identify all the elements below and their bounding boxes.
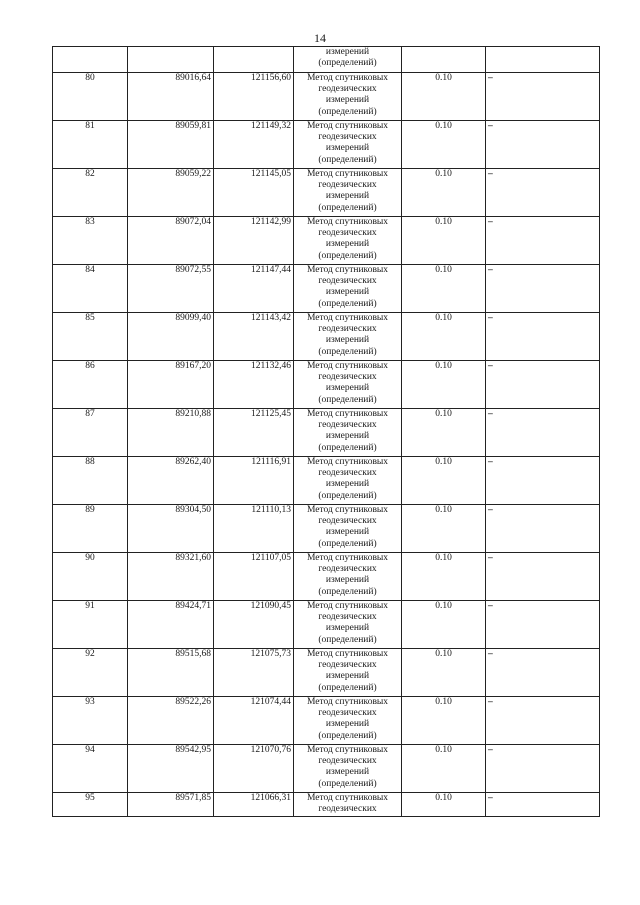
cell-precision: 0.10 (402, 169, 486, 217)
method-text-line: геодезических (318, 564, 377, 575)
cell-x-coordinate: 89424,71 (128, 601, 214, 649)
cell-note: – (486, 313, 600, 361)
cell-precision: 0.10 (402, 697, 486, 745)
cell-note: – (486, 793, 600, 817)
cell-precision: 0.10 (402, 409, 486, 457)
method-text-line: Метод спутниковых (306, 409, 389, 419)
table-row (53, 457, 600, 505)
cell-x-coordinate: 89210,88 (128, 409, 214, 457)
method-text-line: измерений (325, 719, 370, 730)
table-row (53, 553, 600, 601)
continuation-row (53, 47, 600, 73)
table-row (53, 409, 600, 457)
method-text-line: (определений) (318, 682, 377, 693)
table-row (53, 73, 600, 121)
cell-precision: 0.10 (402, 649, 486, 697)
cell-y-coordinate: 121090,45 (214, 601, 294, 649)
method-text-line: (определений) (318, 442, 377, 453)
cell-x-coordinate: 89515,68 (128, 649, 214, 697)
cell-method (294, 217, 402, 265)
method-text-line: (определений) (318, 346, 377, 357)
cell-precision: 0.10 (402, 121, 486, 169)
method-text-line: измерений (325, 287, 370, 298)
cell-method (294, 313, 402, 361)
cell-precision: 0.10 (402, 745, 486, 793)
cell-method (294, 361, 402, 409)
method-text-line: измерений (325, 239, 370, 250)
method-text-line: измерений (325, 575, 370, 586)
method-text-line: (определений) (318, 202, 377, 213)
cell-note: – (486, 745, 600, 793)
method-text-line: геодезических (318, 804, 377, 815)
cell-point-number: 92 (53, 649, 128, 697)
cell-method (294, 265, 402, 313)
method-text-line: геодезических (318, 420, 377, 431)
cell-precision: 0.10 (402, 553, 486, 601)
cell-x-coordinate: 89059,81 (128, 121, 214, 169)
method-text-line: Метод спутниковых (306, 649, 389, 659)
cell-method (294, 47, 402, 73)
method-text-line: геодезических (318, 324, 377, 335)
table-row (53, 505, 600, 553)
cell-point-number: 80 (53, 73, 128, 121)
method-text-line: (определений) (318, 778, 377, 789)
method-text-line: Метод спутниковых (306, 457, 389, 467)
method-text-line: геодезических (318, 756, 377, 767)
cell-method (294, 169, 402, 217)
cell-note (486, 47, 600, 73)
table-row (53, 313, 600, 361)
method-text-line: измерений (325, 767, 370, 778)
cell-point-number: 82 (53, 169, 128, 217)
cell-point-number: 95 (53, 793, 128, 817)
table-row (53, 265, 600, 313)
cell-x-coordinate: 89072,55 (128, 265, 214, 313)
cell-method (294, 457, 402, 505)
cell-method (294, 553, 402, 601)
cell-point-number: 93 (53, 697, 128, 745)
cell-x-coordinate: 89072,04 (128, 217, 214, 265)
cell-x-coordinate: 89522,26 (128, 697, 214, 745)
cell-note: – (486, 73, 600, 121)
method-text-line: Метод спутниковых (306, 505, 389, 515)
cell-precision: 0.10 (402, 265, 486, 313)
cell-note: – (486, 457, 600, 505)
method-text-line: геодезических (318, 516, 377, 527)
cell-method (294, 601, 402, 649)
cell-y-coordinate: 121070,76 (214, 745, 294, 793)
method-text-line: Метод спутниковых (306, 601, 389, 611)
cell-y-coordinate: 121110,13 (214, 505, 294, 553)
table-row (53, 697, 600, 745)
method-text-line: Метод спутниковых (306, 745, 389, 755)
table-row (53, 745, 600, 793)
table-row (53, 217, 600, 265)
method-text-line: измерений (325, 95, 370, 106)
table-row (53, 649, 600, 697)
cell-note: – (486, 697, 600, 745)
cell-note: – (486, 649, 600, 697)
method-text-line: Метод спутниковых (306, 553, 389, 563)
method-text-line: (определений) (318, 106, 377, 117)
cell-point-number: 83 (53, 217, 128, 265)
cell-x-coordinate: 89304,50 (128, 505, 214, 553)
cell-note: – (486, 217, 600, 265)
method-text-line: (определений) (318, 586, 377, 597)
cell-method (294, 505, 402, 553)
cell-point-number: 87 (53, 409, 128, 457)
cell-precision: 0.10 (402, 361, 486, 409)
method-text-line: (определений) (318, 490, 377, 501)
method-text-line: измерений (325, 479, 370, 490)
cell-y-coordinate: 121125,45 (214, 409, 294, 457)
cell-point-number: 85 (53, 313, 128, 361)
cell-x-coordinate: 89571,85 (128, 793, 214, 817)
cell-point-number: 90 (53, 553, 128, 601)
method-text-line: геодезических (318, 372, 377, 383)
method-text-line: (определений) (318, 634, 377, 645)
method-text-line: (определений) (318, 250, 377, 261)
cell-y-coordinate: 121066,31 (214, 793, 294, 817)
method-text-line: геодезических (318, 708, 377, 719)
method-text-line: геодезических (318, 132, 377, 143)
cell-x-coordinate: 89099,40 (128, 313, 214, 361)
table-row (53, 793, 600, 817)
cell-x-coordinate (128, 47, 214, 73)
cell-y-coordinate: 121075,73 (214, 649, 294, 697)
cell-method (294, 409, 402, 457)
method-text-line: геодезических (318, 468, 377, 479)
method-text-line: измерений (325, 143, 370, 154)
method-text-line: Метод спутниковых (306, 73, 389, 83)
cell-y-coordinate: 121142,99 (214, 217, 294, 265)
cell-x-coordinate: 89262,40 (128, 457, 214, 505)
coordinates-table (52, 46, 600, 817)
cell-x-coordinate: 89321,60 (128, 553, 214, 601)
cell-precision: 0.10 (402, 73, 486, 121)
cell-x-coordinate: 89016,64 (128, 73, 214, 121)
table-row (53, 361, 600, 409)
table-row (53, 601, 600, 649)
cell-point-number (53, 47, 128, 73)
cell-note: – (486, 553, 600, 601)
method-text-line: Метод спутниковых (306, 697, 389, 707)
page-number: 14 (314, 31, 326, 45)
cell-note: – (486, 505, 600, 553)
cell-y-coordinate: 121143,42 (214, 313, 294, 361)
cell-point-number: 89 (53, 505, 128, 553)
cell-y-coordinate: 121145,05 (214, 169, 294, 217)
cell-precision: 0.10 (402, 601, 486, 649)
cell-y-coordinate: 121074,44 (214, 697, 294, 745)
table-row (53, 121, 600, 169)
method-text-line: (определений) (318, 154, 377, 165)
cell-y-coordinate: 121107,05 (214, 553, 294, 601)
cell-point-number: 88 (53, 457, 128, 505)
cell-note: – (486, 361, 600, 409)
cell-point-number: 91 (53, 601, 128, 649)
cell-y-coordinate: 121147,44 (214, 265, 294, 313)
cell-precision: 0.10 (402, 313, 486, 361)
method-text-line: Метод спутниковых (306, 361, 389, 371)
method-text-line: геодезических (318, 180, 377, 191)
method-text-line: измерений (325, 47, 370, 57)
method-text-line: измерений (325, 383, 370, 394)
cell-method (294, 745, 402, 793)
method-text-line: Метод спутниковых (306, 121, 389, 131)
cell-y-coordinate: 121149,32 (214, 121, 294, 169)
method-text-line: (определений) (318, 58, 377, 69)
method-text-line: геодезических (318, 276, 377, 287)
cell-note: – (486, 121, 600, 169)
method-text-line: (определений) (318, 730, 377, 741)
method-text-line: геодезических (318, 660, 377, 671)
cell-precision: 0.10 (402, 457, 486, 505)
cell-y-coordinate (214, 47, 294, 73)
cell-precision: 0.10 (402, 793, 486, 817)
cell-y-coordinate: 121132,46 (214, 361, 294, 409)
coordinates-table-body (53, 47, 600, 817)
method-text-line: измерений (325, 527, 370, 538)
cell-point-number: 84 (53, 265, 128, 313)
cell-point-number: 81 (53, 121, 128, 169)
cell-y-coordinate: 121156,60 (214, 73, 294, 121)
method-text-line: Метод спутниковых (306, 169, 389, 179)
method-text-line: геодезических (318, 228, 377, 239)
method-text-line: Метод спутниковых (306, 265, 389, 275)
cell-precision: 0.10 (402, 505, 486, 553)
method-text-line: измерений (325, 671, 370, 682)
method-text-line: измерений (325, 623, 370, 634)
cell-method (294, 649, 402, 697)
method-text-line: геодезических (318, 612, 377, 623)
cell-x-coordinate: 89542,95 (128, 745, 214, 793)
cell-x-coordinate: 89059,22 (128, 169, 214, 217)
cell-method (294, 793, 402, 817)
cell-note: – (486, 265, 600, 313)
method-text-line: (определений) (318, 538, 377, 549)
table-row (53, 169, 600, 217)
method-text-line: Метод спутниковых (306, 217, 389, 227)
method-text-line: (определений) (318, 394, 377, 405)
method-text-line: (определений) (318, 298, 377, 309)
cell-point-number: 94 (53, 745, 128, 793)
cell-point-number: 86 (53, 361, 128, 409)
cell-precision (402, 47, 486, 73)
cell-x-coordinate: 89167,20 (128, 361, 214, 409)
cell-precision: 0.10 (402, 217, 486, 265)
method-text-line: измерений (325, 191, 370, 202)
method-text-line: измерений (325, 431, 370, 442)
cell-note: – (486, 409, 600, 457)
cell-note: – (486, 601, 600, 649)
method-text-line: измерений (325, 335, 370, 346)
cell-note: – (486, 169, 600, 217)
cell-method (294, 121, 402, 169)
method-text-line: Метод спутниковых (306, 313, 389, 323)
method-text-line: геодезических (318, 84, 377, 95)
cell-method (294, 73, 402, 121)
method-text-line: Метод спутниковых (306, 793, 389, 803)
cell-y-coordinate: 121116,91 (214, 457, 294, 505)
cell-method (294, 697, 402, 745)
